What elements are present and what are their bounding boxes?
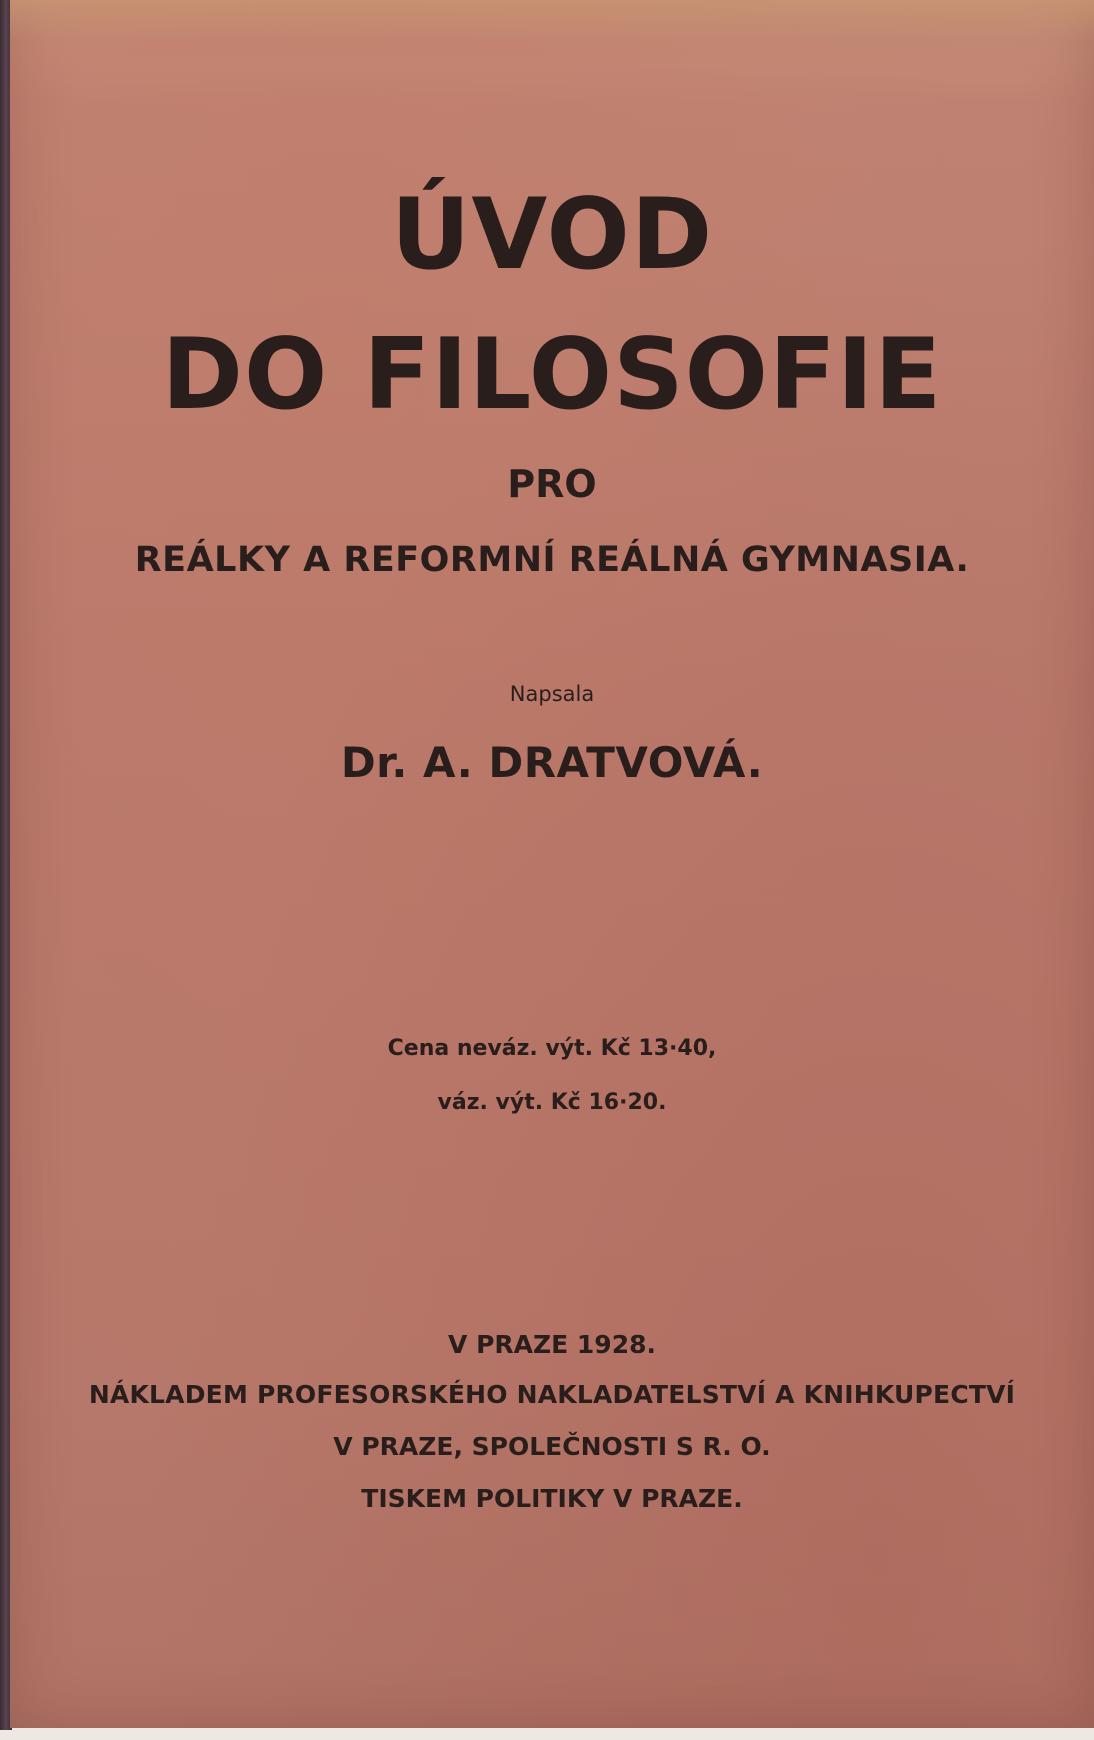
price-bound: váz. výt. Kč 16·20.	[437, 1090, 667, 1115]
title-line-2: DO FILOSOFIE	[161, 318, 943, 432]
author-name: Dr. A. DRATVOVÁ.	[340, 738, 764, 787]
imprint-place-year: V PRAZE 1928.	[448, 1330, 656, 1359]
price-unbound: Cena neváz. výt. Kč 13·40,	[387, 1036, 717, 1061]
imprint-publisher: NÁKLADEM PROFESORSKÉHO NAKLADATELSTVÍ A KNIHKUPECTVÍ	[88, 1380, 1016, 1409]
byline-label: Napsala	[509, 682, 595, 706]
audience-line: REÁLKY A REFORMNÍ REÁLNÁ GYMNASIA.	[134, 540, 970, 580]
imprint-publisher-company: V PRAZE, SPOLEČNOSTI S R. O.	[333, 1432, 771, 1461]
title-line-1: ÚVOD	[390, 178, 714, 292]
subtitle-pro: PRO	[507, 462, 597, 506]
book-cover	[10, 0, 1094, 1728]
imprint-printer: TISKEM POLITIKY V PRAZE.	[361, 1484, 743, 1513]
